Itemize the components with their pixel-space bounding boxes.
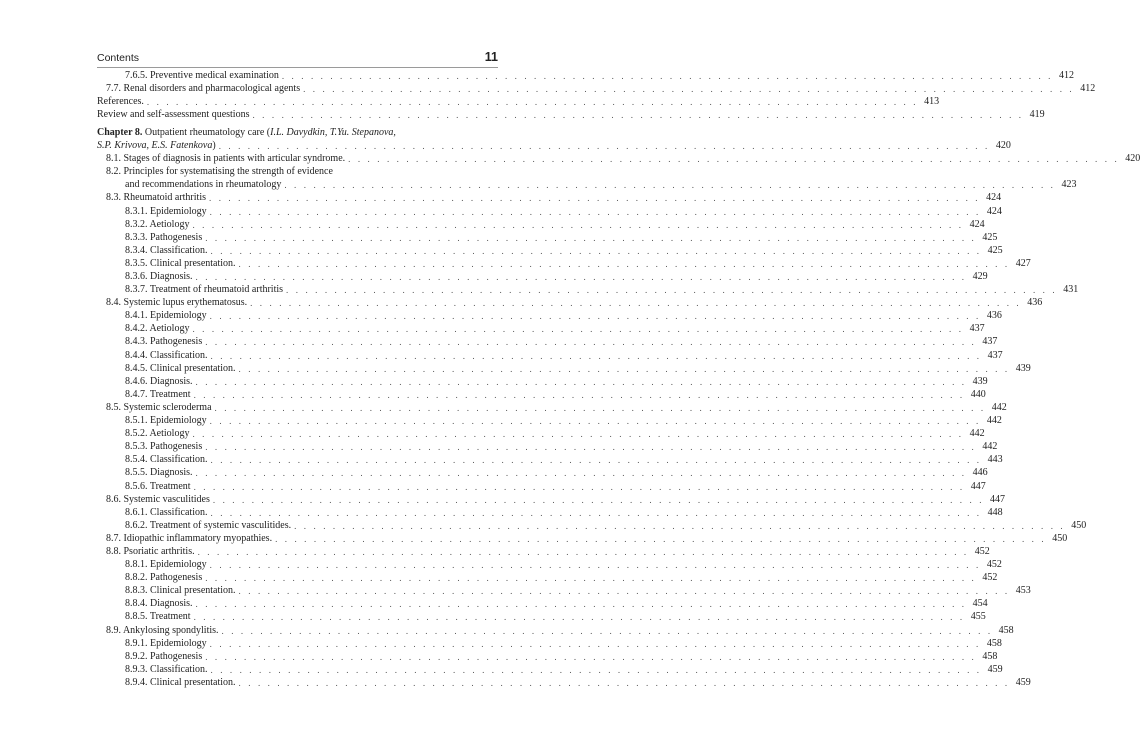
dot-leader: . . . . . . . . . . . . . . . . . . . . . . . . . . . . . . . . . . . . . . . . . . . . . . . . . . . . . . . . . . . . . . . . . . . . . . . . . . . . . . . . [197,546,969,557]
toc-entry [97,244,1003,257]
dot-leader: . . . . . . . . . . . . . . . . . . . . . . . . . . . . . . . . . . . . . . . . . . . . . . . . . . . . . . . . . . . . . . . . . . . . . . . . . . . . . . . . [238,586,1010,597]
toc-entry-title: 8.9.4. Clinical presentation. [125,676,236,688]
dot-leader: . . . . . . . . . . . . . . . . . . . . . . . . . . . . . . . . . . . . . . . . . . . . . . . . . . . . . . . . . . . . . . . . . . . . . . . . . . . . . . . . [212,494,985,505]
dot-leader: . . . . . . . . . . . . . . . . . . . . . . . . . . . . . . . . . . . . . . . . . . . . . . . . . . . . . . . . . . . . . . . . . . . . . . . . . . . . . . . . [238,258,1010,269]
dot-leader: . . . . . . . . . . . . . . . . . . . . . . . . . . . . . . . . . . . . . . . . . . . . . . . . . . . . . . . . . . . . . . . . . . . . . . . . . . . . . . . . [210,455,982,466]
toc-page-number: 459 [1015,676,1031,688]
dot-leader: . . . . . . . . . . . . . . . . . . . . . . . . . . . . . . . . . . . . . . . . . . . . . . . . . . . . . . . . . . . . . . . . . . . . . . . . . . . . . . . . [209,560,981,571]
toc-entry [97,637,1002,650]
toc-entry [97,388,986,401]
toc-page-number: 443 [987,454,1003,466]
toc-entry [97,440,998,453]
toc-entry [97,218,985,231]
toc-entry-title: 8.3.5. Clinical presentation. [125,257,236,269]
toc-page-number: 452 [982,572,998,584]
toc-entry-title: 8.3.6. Diagnosis. [125,271,193,282]
dot-leader: . . . . . . . . . . . . . . . . . . . . . . . . . . . . . . . . . . . . . . . . . . . . . . . . . . . . . . . . . . . . . . . . . . . . . . . . . . . . . . . . [294,520,1066,531]
toc-page-number: 439 [972,375,988,387]
chapter-label: Chapter 8. [97,126,143,138]
toc-entry [97,610,986,623]
toc-entry-title: 8.7. Idiopathic inflammatory myopathies. [106,532,273,544]
toc-page-number: 442 [982,441,998,453]
toc-entry [97,139,1011,152]
toc-entry [97,362,1031,375]
toc-entry-title: 8.8.3. Clinical presentation. [125,585,236,597]
toc-page-number: 437 [982,336,998,348]
toc-entry [97,493,1006,506]
toc-page-number: 458 [982,650,998,662]
toc-entry [97,191,1002,204]
toc-page-number: 447 [990,493,1006,505]
dot-leader: . . . . . . . . . . . . . . . . . . . . . . . . . . . . . . . . . . . . . . . . . . . . . . . . . . . . . . . . . . . . . . . . . . . . . . . . . . . . . . . . [195,468,967,479]
toc-entry-title: 8.4.1. Epidemiology [125,310,207,322]
dot-leader: . . . . . . . . . . . . . . . . . . . . . . . . . . . . . . . . . . . . . . . . . . . . . . . . . . . . . . . . . . . . . . . . . . . . . . . . . . . . . . . . [209,416,981,427]
dot-leader: . . . . . . . . . . . . . . . . . . . . . . . . . . . . . . . . . . . . . . . . . . . . . . . . . . . . . . . . . . . . . . . . . . . . . . . . . . . . . . . . [195,599,967,610]
dot-leader: . . . . . . . . . . . . . . . . . . . . . . . . . . . . . . . . . . . . . . . . . . . . . . . . . . . . . . . . . . . . . . . . . . . . . . . . . . . . . . . . [214,402,986,413]
dot-leader: . . . . . . . . . . . . . . . . . . . . . . . . . . . . . . . . . . . . . . . . . . . . . . . . . . . . . . . . . . . . . . . . . . . . . . . . . . . . . . . . [281,71,1053,82]
toc-page-number: 448 [987,506,1003,518]
toc-entry [97,676,1031,689]
toc-entry-title: 8.5.2. Aetiology [125,428,190,440]
toc-page-number: 420 [995,140,1011,152]
dot-leader: . . . . . . . . . . . . . . . . . . . . . . . . . . . . . . . . . . . . . . . . . . . . . . . . . . . . . . . . . . . . . . . . . . . . . . . . . . . . . . . . [210,507,982,518]
toc-page-number: 458 [986,637,1002,649]
toc-entry [97,545,990,558]
toc-entry [97,453,1003,466]
toc-entry-title: 7.7. Renal disorders and pharmacological agents [106,83,301,95]
toc-entry [97,165,498,178]
toc-page-number: 446 [972,467,988,479]
toc-entry-title: 8.5.6. Treatment [125,480,191,492]
running-head [97,51,498,68]
dot-leader: . . . . . . . . . . . . . . . . . . . . . . . . . . . . . . . . . . . . . . . . . . . . . . . . . . . . . . . . . . . . . . . . . . . . . . . . . . . . . . . . [192,219,964,230]
toc-entry [97,479,986,492]
toc-entry-title: 8.6.2. Treatment of systemic vasculitides. [125,519,292,531]
dot-leader: . . . . . . . . . . . . . . . . . . . . . . . . . . . . . . . . . . . . . . . . . . . . . . . . . . . . . . . . . . . . . . . . . . . . . . . . . . . . . . . . [275,533,1047,544]
dot-leader: . . . . . . . . . . . . . . . . . . . . . . . . . . . . . . . . . . . . . . . . . . . . . . . . . . . . . . . . . . . . . . . . . . . . . . . . . . . . . . . . [209,206,981,217]
toc-entry-title: References. [97,96,144,108]
toc-entry-title: Review and self-assessment questions [97,109,250,121]
toc-entry [97,309,1002,322]
toc-entry-title: 8.5.1. Epidemiology [125,415,207,427]
toc-entry-title: 8.2. Principles for systematising the strength of evidence [106,166,333,178]
toc-page-number: 436 [986,310,1002,322]
toc-entry [97,322,985,335]
toc-entry-title: 8.3.2. Aetiology [125,218,190,230]
dot-leader: . . . . . . . . . . . . . . . . . . . . . . . . . . . . . . . . . . . . . . . . . . . . . . . . . . . . . . . . . . . . . . . . . . . . . . . . . . . . . . . . [250,298,1022,309]
dot-leader: . . . . . . . . . . . . . . . . . . . . . . . . . . . . . . . . . . . . . . . . . . . . . . . . . . . . . . . . . . . . . . . . . . . . . . . . . . . . . . . . [348,154,1120,165]
toc-entry [97,283,1079,296]
toc-entry [97,178,1077,191]
dot-leader: . . . . . . . . . . . . . . . . . . . . . . . . . . . . . . . . . . . . . . . . . . . . . . . . . . . . . . . . . . . . . . . . . . . . . . . . . . . . . . . . [210,664,982,675]
dot-leader: . . . . . . . . . . . . . . . . . . . . . . . . . . . . . . . . . . . . . . . . . . . . . . . . . . . . . . . . . . . . . . . . . . . . . . . . . . . . . . . . [209,193,981,204]
toc-page-number: 437 [987,349,1003,361]
toc-entry-title: 8.4.4. Classification. [125,349,208,361]
toc-entry-title: 8.8. Psoriatic arthritis. [106,545,195,557]
dot-leader: . . . . . . . . . . . . . . . . . . . . . . . . . . . . . . . . . . . . . . . . . . . . . . . . . . . . . . . . . . . . . . . . . . . . . . . . . . . . . . . . [193,481,965,492]
toc-entry-title: 8.4.5. Clinical presentation. [125,362,236,374]
toc-entry-title: 8.1. Stages of diagnosis in patients with articular syndrome. [106,153,346,165]
dot-leader: . . . . . . . . . . . . . . . . . . . . . . . . . . . . . . . . . . . . . . . . . . . . . . . . . . . . . . . . . . . . . . . . . . . . . . . . . . . . . . . . [205,442,977,453]
toc-entry [97,204,1002,217]
toc-page-number: 440 [970,388,986,400]
toc-entry [97,152,1140,165]
toc-page-number: 436 [1027,297,1043,309]
toc-entry [97,650,998,663]
toc-page-number: 439 [1015,362,1031,374]
toc-page-number: 413 [924,96,940,108]
toc-page-number: 424 [986,205,1002,217]
toc-entry-title: 8.5.3. Pathogenesis [125,441,203,453]
toc-page-number: 442 [986,415,1002,427]
chapter-heading [97,127,498,139]
toc-entry [97,623,1014,636]
toc-page-number: 429 [972,271,988,282]
toc-entry-title: and recommendations in rheumatology [125,179,282,191]
toc-page-number: 452 [986,559,1002,571]
toc-entry [97,519,1087,532]
toc-entry-title: 8.3. Rheumatoid arthritis [106,192,206,204]
dot-leader: . . . . . . . . . . . . . . . . . . . . . . . . . . . . . . . . . . . . . . . . . . . . . . . . . . . . . . . . . . . . . . . . . . . . . . . . . . . . . . . . [146,97,919,108]
toc-entry [97,296,1043,309]
toc-entry-title: 8.4.2. Aetiology [125,323,190,335]
toc-page-number: 424 [986,192,1002,204]
toc-entry [97,95,940,108]
toc-page-number: 425 [982,231,998,243]
toc-page-number: 442 [991,401,1007,413]
toc-page-number: 442 [969,428,985,440]
toc-page-number: 424 [969,218,985,230]
toc-page-number: 420 [1125,153,1140,165]
toc-entry-title: 7.6.5. Preventive medical examination [125,70,279,82]
toc-entry [97,108,1045,121]
toc-entry [97,335,998,348]
dot-leader: . . . . . . . . . . . . . . . . . . . . . . . . . . . . . . . . . . . . . . . . . . . . . . . . . . . . . . . . . . . . . . . . . . . . . . . . . . . . . . . . [193,389,965,400]
toc-page-number: 431 [1063,284,1079,296]
toc-entry [97,558,1002,571]
dot-leader: . . . . . . . . . . . . . . . . . . . . . . . . . . . . . . . . . . . . . . . . . . . . . . . . . . . . . . . . . . . . . . . . . . . . . . . . . . . . . . . . [209,638,981,649]
toc-entry-title: 8.4.6. Diagnosis. [125,375,193,387]
dot-leader: . . . . . . . . . . . . . . . . . . . . . . . . . . . . . . . . . . . . . . . . . . . . . . . . . . . . . . . . . . . . . . . . . . . . . . . . . . . . . . . . [210,350,982,361]
toc-entry [97,427,985,440]
toc-entry [97,348,1003,361]
dot-leader: . . . . . . . . . . . . . . . . . . . . . . . . . . . . . . . . . . . . . . . . . . . . . . . . . . . . . . . . . . . . . . . . . . . . . . . . . . . . . . . . [221,625,993,636]
toc-entry-title: 8.6.1. Classification. [125,506,208,518]
toc-entry-title: 8.4. Systemic lupus erythematosus. [106,297,248,309]
toc-entry-title: 8.5.5. Diagnosis. [125,467,193,479]
toc-entry-title: 8.3.7. Treatment of rheumatoid arthritis [125,284,284,296]
toc-page-number: 454 [972,598,988,610]
dot-leader: . . . . . . . . . . . . . . . . . . . . . . . . . . . . . . . . . . . . . . . . . . . . . . . . . . . . . . . . . . . . . . . . . . . . . . . . . . . . . . . . [192,324,964,335]
toc-entry-title: 8.4.3. Pathogenesis [125,336,203,348]
toc-entry [97,584,1031,597]
toc-entry [97,126,498,139]
toc-page-number: 453 [1015,585,1031,597]
toc-entry-title: 8.8.5. Treatment [125,611,191,623]
toc-entry-title: 8.6. Systemic vasculitides [106,493,210,505]
dot-leader: . . . . . . . . . . . . . . . . . . . . . . . . . . . . . . . . . . . . . . . . . . . . . . . . . . . . . . . . . . . . . . . . . . . . . . . . . . . . . . . . [218,141,990,152]
toc-page-number: 450 [1071,519,1087,531]
toc-entry [97,401,1007,414]
toc-entry-title: 8.4.7. Treatment [125,388,191,400]
toc-entry [97,663,1003,676]
page-number: 11 [484,50,498,64]
toc-entry [97,231,998,244]
dot-leader: . . . . . . . . . . . . . . . . . . . . . . . . . . . . . . . . . . . . . . . . . . . . . . . . . . . . . . . . . . . . . . . . . . . . . . . . . . . . . . . . [205,573,977,584]
toc-entry [97,597,988,610]
toc-entry-title: 8.3.3. Pathogenesis [125,231,203,243]
toc-entry [97,506,1003,519]
toc-entry-title: 8.9.3. Classification. [125,663,208,675]
toc-entry [97,414,1002,427]
toc-entry [97,532,1068,545]
toc-page-number: 437 [969,323,985,335]
dot-leader: . . . . . . . . . . . . . . . . . . . . . . . . . . . . . . . . . . . . . . . . . . . . . . . . . . . . . . . . . . . . . . . . . . . . . . . . . . . . . . . . [209,311,981,322]
toc-page-number: 447 [970,480,986,492]
chapter-authors: I.L. Davydkin, T.Yu. Stepanova, [270,126,396,138]
dot-leader: . . . . . . . . . . . . . . . . . . . . . . . . . . . . . . . . . . . . . . . . . . . . . . . . . . . . . . . . . . . . . . . . . . . . . . . . . . . . . . . . [210,245,982,256]
dot-leader: . . . . . . . . . . . . . . . . . . . . . . . . . . . . . . . . . . . . . . . . . . . . . . . . . . . . . . . . . . . . . . . . . . . . . . . . . . . . . . . . [238,363,1010,374]
toc-page-number: 458 [998,624,1014,636]
dot-leader: . . . . . . . . . . . . . . . . . . . . . . . . . . . . . . . . . . . . . . . . . . . . . . . . . . . . . . . . . . . . . . . . . . . . . . . . . . . . . . . . [205,232,977,243]
dot-leader: . . . . . . . . . . . . . . . . . . . . . . . . . . . . . . . . . . . . . . . . . . . . . . . . . . . . . . . . . . . . . . . . . . . . . . . . . . . . . . . . [252,110,1024,121]
toc-entry-title: 8.3.1. Epidemiology [125,205,207,217]
dot-leader: . . . . . . . . . . . . . . . . . . . . . . . . . . . . . . . . . . . . . . . . . . . . . . . . . . . . . . . . . . . . . . . . . . . . . . . . . . . . . . . . [286,285,1058,296]
toc-entry-title: 8.8.4. Diagnosis. [125,598,193,610]
toc-page-number: 412 [1080,83,1096,95]
toc-page-number: 455 [970,611,986,623]
chapter-heading-continued [97,140,216,152]
running-head-title: Contents [97,52,140,64]
dot-leader: . . . . . . . . . . . . . . . . . . . . . . . . . . . . . . . . . . . . . . . . . . . . . . . . . . . . . . . . . . . . . . . . . . . . . . . . . . . . . . . . [238,677,1010,688]
toc-entry-title: 8.5.4. Classification. [125,454,208,466]
toc-page-number: 450 [1052,532,1068,544]
chapter-title: Outpatient rheumatology care ( [142,126,271,138]
toc-entry [97,375,988,388]
toc-entry [97,571,998,584]
dot-leader: . . . . . . . . . . . . . . . . . . . . . . . . . . . . . . . . . . . . . . . . . . . . . . . . . . . . . . . . . . . . . . . . . . . . . . . . . . . . . . . . [195,376,967,387]
dot-leader: . . . . . . . . . . . . . . . . . . . . . . . . . . . . . . . . . . . . . . . . . . . . . . . . . . . . . . . . . . . . . . . . . . . . . . . . . . . . . . . . [284,180,1056,191]
dot-leader: . . . . . . . . . . . . . . . . . . . . . . . . . . . . . . . . . . . . . . . . . . . . . . . . . . . . . . . . . . . . . . . . . . . . . . . . . . . . . . . . [192,429,964,440]
toc-entry [97,270,988,283]
toc-entry-title: 8.3.4. Classification. [125,244,208,256]
dot-leader: . . . . . . . . . . . . . . . . . . . . . . . . . . . . . . . . . . . . . . . . . . . . . . . . . . . . . . . . . . . . . . . . . . . . . . . . . . . . . . . . [205,651,977,662]
dot-leader: . . . . . . . . . . . . . . . . . . . . . . . . . . . . . . . . . . . . . . . . . . . . . . . . . . . . . . . . . . . . . . . . . . . . . . . . . . . . . . . . [193,612,965,623]
toc-page-number: 412 [1059,70,1074,82]
toc-entry-title: 8.8.2. Pathogenesis [125,572,203,584]
chapter-authors: S.P. Krivova, E.S. Fatenkova [97,140,213,152]
dot-leader: . . . . . . . . . . . . . . . . . . . . . . . . . . . . . . . . . . . . . . . . . . . . . . . . . . . . . . . . . . . . . . . . . . . . . . . . . . . . . . . . [205,337,977,348]
toc-entry [97,69,1074,82]
table-of-contents [97,69,1140,689]
chapter-close-paren: ) [212,140,216,152]
toc-entry-title: 8.9. Ankylosing spondylitis. [106,624,219,636]
toc-page-number: 452 [974,545,990,557]
dot-leader: . . . . . . . . . . . . . . . . . . . . . . . . . . . . . . . . . . . . . . . . . . . . . . . . . . . . . . . . . . . . . . . . . . . . . . . . . . . . . . . . [195,272,967,282]
toc-page-number: 423 [1061,179,1077,191]
toc-entry [97,466,988,479]
toc-page-number: 459 [987,663,1003,675]
toc-entry-title: 8.8.1. Epidemiology [125,559,207,571]
toc-entry-title: 8.9.2. Pathogenesis [125,650,203,662]
toc-page-number: 419 [1029,109,1045,121]
toc-entry-title: 8.5. Systemic scleroderma [106,401,212,413]
toc-page-number: 427 [1015,257,1031,269]
dot-leader: . . . . . . . . . . . . . . . . . . . . . . . . . . . . . . . . . . . . . . . . . . . . . . . . . . . . . . . . . . . . . . . . . . . . . . . . . . . . . . . . [303,84,1075,95]
toc-entry [97,257,1031,270]
toc-entry [97,82,1096,95]
toc-entry-title: 8.9.1. Epidemiology [125,637,207,649]
toc-page-number: 425 [987,244,1003,256]
